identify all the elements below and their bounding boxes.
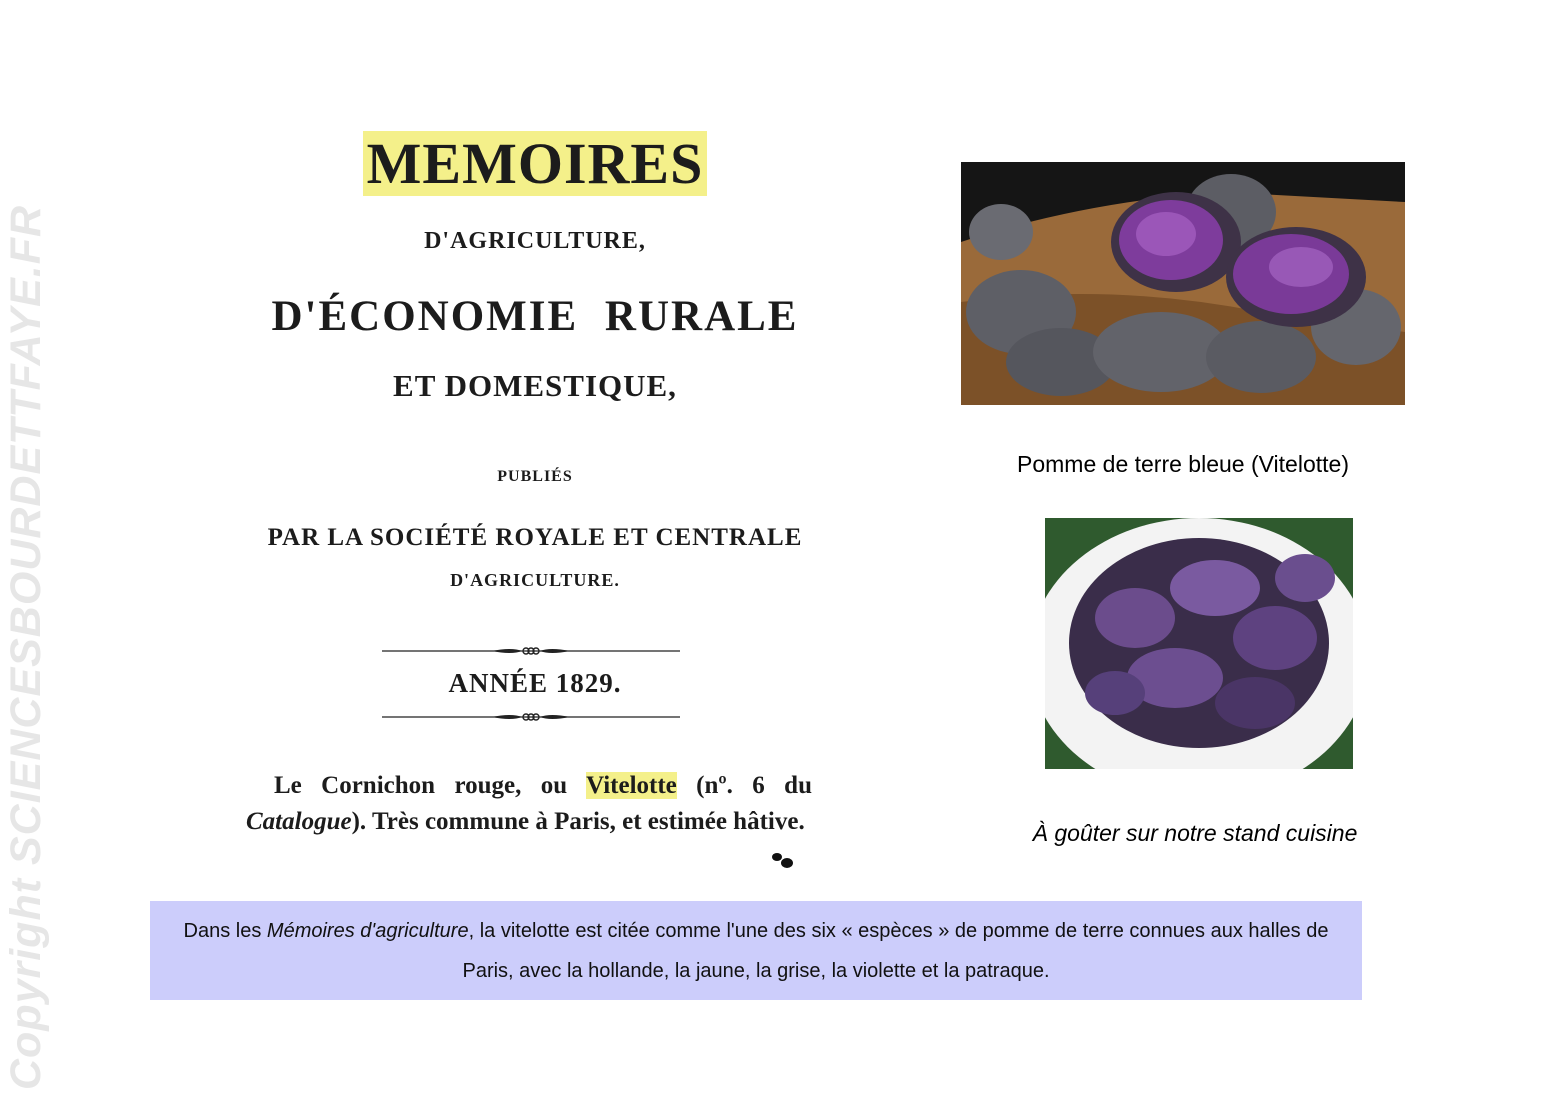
book-title-publies: PUBLIÉS (497, 468, 573, 485)
ornamental-rule-top (382, 646, 680, 656)
book-title-society: PAR LA SOCIÉTÉ ROYALE ET CENTRALE (267, 524, 803, 551)
excerpt-text-1: Le Cornichon rouge, ou (274, 772, 587, 799)
book-title-memoires: MEMOIRES (240, 130, 830, 197)
vitelotte-potatoes-photo (961, 162, 1405, 405)
note-text-1: Dans les (183, 920, 267, 942)
book-title-line-domestique: ET DOMESTIQUE, (393, 368, 677, 403)
note-italic-memoires: Mémoires d'agriculture (266, 920, 469, 942)
note-text-2: , la vitelotte est citée comme l'une des six « espèces » de pomme de terre connues aux halles de Paris, avec la hollande, la jaune, la grise, la violette et la patraque. (462, 920, 1329, 982)
photo-caption-tasting: À goûter sur notre stand cuisine (1032, 820, 1358, 846)
info-note-box (150, 901, 1362, 1000)
book-title-line-economie: D'ÉCONOMIE RURALE (271, 293, 799, 340)
excerpt-italic-catalogue: Catalogue (246, 808, 352, 835)
copyright-watermark: Copyright SCIENCESBOURDETTFAYE.FR (2, 204, 50, 1090)
book-title-year: ANNÉE 1829. (448, 668, 622, 698)
ornamental-rule-bottom (382, 712, 680, 722)
book-title-society-line2: D'AGRICULTURE. (450, 570, 620, 590)
photo-caption-vitelotte: Pomme de terre bleue (Vitelotte) (1017, 451, 1349, 477)
purple-potato-chips-photo (1045, 518, 1353, 769)
book-title-line-agriculture: D'AGRICULTURE, (424, 228, 646, 254)
ink-blot (768, 850, 798, 874)
excerpt-text-2: (nº. 6 du (676, 772, 812, 799)
catalogue-excerpt (246, 768, 812, 840)
excerpt-text-3: ). Très commune à Paris, et estimée hâtive. (351, 808, 805, 835)
book-title-page-scan (240, 120, 830, 880)
excerpt-highlight-vitelotte: Vitelotte (586, 772, 677, 799)
